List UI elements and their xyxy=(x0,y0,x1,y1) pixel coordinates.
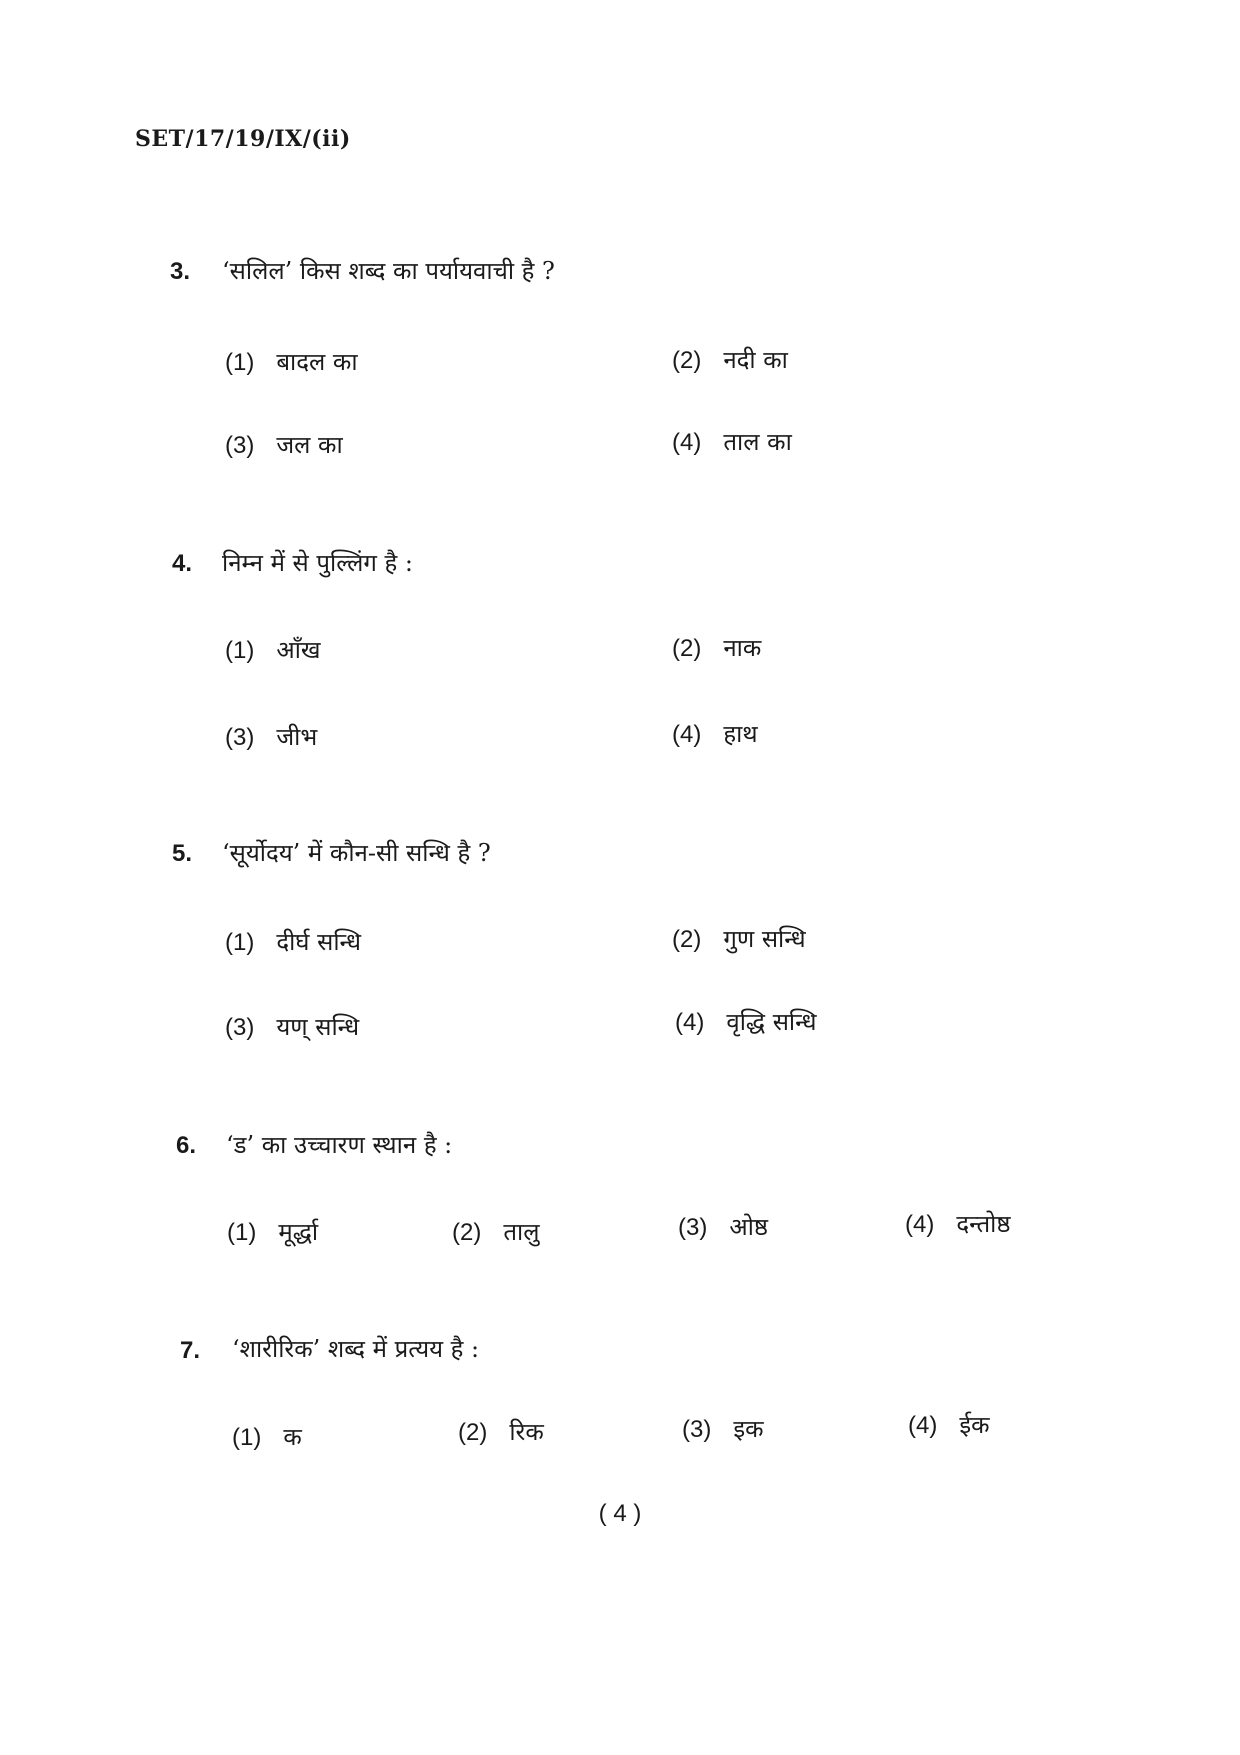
question-6-option-2: (2) तालु xyxy=(452,1218,540,1246)
question-5-text: ‘सूर्योदय’ में कौन-सी सन्धि है ? xyxy=(222,839,491,867)
question-7-option-2: (2) रिक xyxy=(458,1418,544,1446)
question-6-text: ‘ड’ का उच्चारण स्थान है : xyxy=(226,1131,453,1159)
question-4-number: 4. xyxy=(172,550,193,577)
question-5-option-3: (3) यण् सन्धि xyxy=(225,1013,360,1041)
question-3-option-1: (1) बादल का xyxy=(225,348,358,376)
question-3-option-4: (4) ताल का xyxy=(672,428,792,456)
question-5-number: 5. xyxy=(172,840,193,867)
question-7-option-1: (1) क xyxy=(232,1423,302,1451)
question-4-option-3: (3) जीभ xyxy=(225,723,318,751)
question-3-option-3: (3) जल का xyxy=(225,431,343,459)
question-7-number: 7. xyxy=(180,1337,201,1364)
question-5-option-2: (2) गुण सन्धि xyxy=(672,925,806,953)
set-code: SET/17/19/IX/(ii) xyxy=(135,126,351,152)
question-4-option-1: (1) आँख xyxy=(225,636,321,664)
question-6-number: 6. xyxy=(176,1132,197,1159)
question-4-option-4: (4) हाथ xyxy=(672,720,758,748)
page-number: ( 4 ) xyxy=(598,1500,642,1527)
question-7-option-4: (4) ईक xyxy=(908,1411,990,1439)
question-6-option-1: (1) मूर्द्धा xyxy=(227,1218,319,1246)
question-5-option-4: (4) वृद्धि सन्धि xyxy=(675,1008,817,1036)
question-3-number: 3. xyxy=(170,258,191,285)
question-4-option-2: (2) नाक xyxy=(672,634,762,662)
question-4-text: निम्न में से पुल्लिंग है : xyxy=(222,549,413,577)
question-3-option-2: (2) नदी का xyxy=(672,346,788,374)
question-7-text: ‘शारीरिक’ शब्द में प्रत्यय है : xyxy=(232,1335,480,1363)
question-6-option-4: (4) दन्तोष्ठ xyxy=(905,1210,1011,1238)
question-6-option-3: (3) ओष्ठ xyxy=(678,1213,769,1241)
question-3-text: ‘सलिल’ किस शब्द का पर्यायवाची है ? xyxy=(222,257,555,285)
question-5-option-1: (1) दीर्घ सन्धि xyxy=(225,928,361,956)
question-7-option-3: (3) इक xyxy=(682,1415,764,1443)
